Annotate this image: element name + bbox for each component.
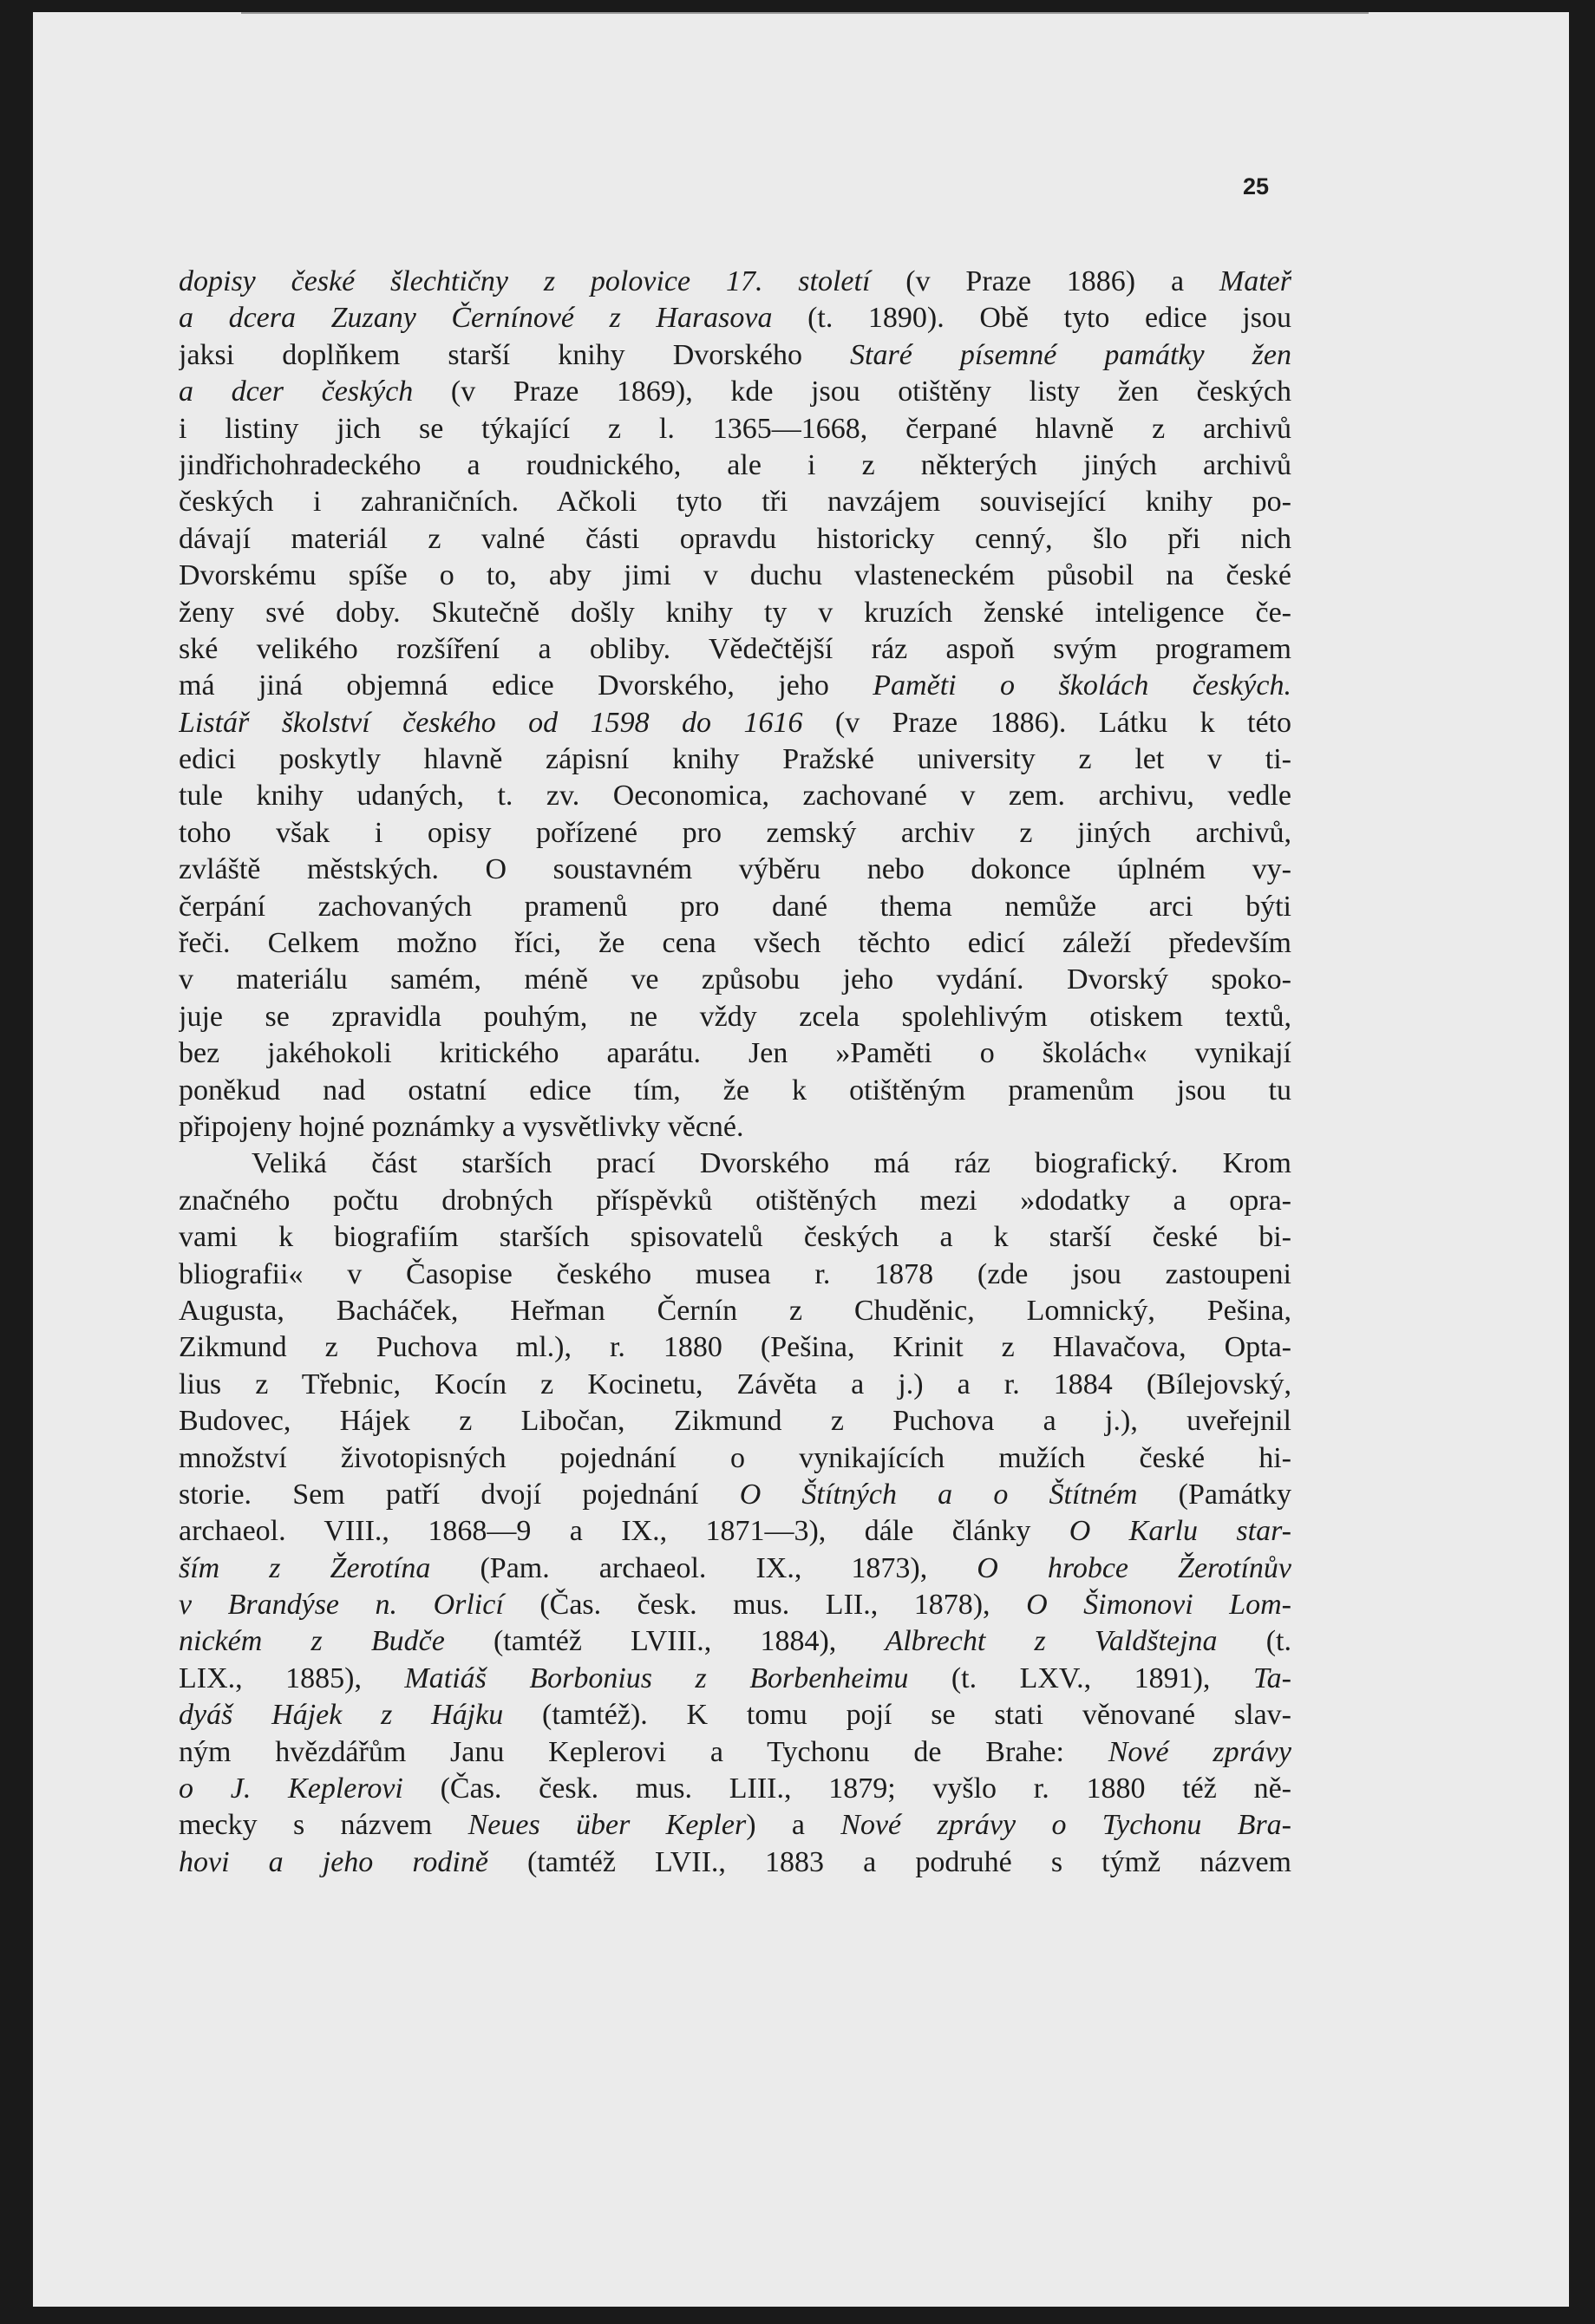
text-segment: mecky s názvem (179, 1809, 468, 1842)
text-line (179, 411, 1291, 447)
text-line (179, 1293, 1291, 1329)
text-segment: zvláště městských. O soustavném výběru nebo dokonce úplném vy- (179, 853, 1291, 886)
text-line (179, 1513, 1291, 1550)
text-segment: (t. 1890). Obě tyto edice jsou (772, 302, 1291, 335)
italic-text: O Karlu star- (1069, 1515, 1291, 1548)
text-line (179, 1109, 1291, 1146)
text-line (179, 521, 1291, 558)
text-line (179, 300, 1291, 336)
text-line (179, 1329, 1291, 1366)
text-line (179, 1146, 1291, 1182)
text-segment: Augusta, Bacháček, Heřman Černín z Chuděnic, Lomnický, Pešina, (179, 1294, 1291, 1327)
italic-text: o J. Keplerovi (179, 1772, 403, 1805)
text-line (179, 1403, 1291, 1439)
text-line (179, 852, 1291, 888)
text-segment: storie. Sem patří dvojí pojednání (179, 1478, 740, 1511)
text-line (179, 1771, 1291, 1807)
text-segment: bliografii« v Časopise českého musea r. 1878 (zde jsou zastoupeni (179, 1257, 1291, 1290)
text-segment: českých i zahraničních. Ačkoli tyto tři navzájem související knihy po- (179, 486, 1291, 519)
text-segment: ské velikého rozšíření a obliby. Vědečtější ráz aspoň svým programem (179, 632, 1291, 665)
text-segment: (v Praze 1869), kde jsou otištěny listy žen českých (413, 375, 1291, 408)
italic-text: dopisy české šlechtičny z polovice 17. století (179, 265, 871, 297)
text-line (179, 1623, 1291, 1660)
text-segment: připojeny hojné poznámky a vysvětlivky věcné. (179, 1110, 744, 1143)
text-line (179, 264, 1291, 300)
text-segment: tule knihy udaných, t. zv. Oeconomica, zachované v zem. archivu, vedle (179, 780, 1291, 813)
text-line (179, 1550, 1291, 1587)
italic-text: Nové zprávy (1108, 1735, 1291, 1768)
top-edge-rule (241, 12, 1369, 14)
italic-text: O Šimonovi Lom- (1026, 1589, 1291, 1622)
italic-text: Paměti o školách českých. (873, 669, 1291, 702)
text-segment: edici poskytly hlavně zápisní knihy Pražské university z let v ti- (179, 743, 1291, 776)
text-line (179, 925, 1291, 962)
text-segment: řeči. Celkem možno říci, že cena všech těchto edicí záleží především (179, 927, 1291, 960)
text-line (179, 1073, 1291, 1109)
italic-text: Ta- (1252, 1661, 1291, 1694)
text-line (179, 1807, 1291, 1844)
italic-text: hovi a jeho rodině (179, 1845, 488, 1878)
text-line (179, 1219, 1291, 1256)
text-segment: ženy své doby. Skutečně došly knihy ty v kruzích ženské inteligence če- (179, 596, 1291, 629)
text-line (179, 1367, 1291, 1403)
text-line (179, 815, 1291, 852)
text-line (179, 1661, 1291, 1697)
text-line (179, 889, 1291, 925)
italic-text: Matiáš Borbonius z Borbenheimu (404, 1661, 909, 1694)
text-line (179, 962, 1291, 998)
italic-text: nickém z Budče (179, 1625, 445, 1658)
text-segment: Budovec, Hájek z Libočan, Zikmund z Puchova a j.), uveřejnil (179, 1405, 1291, 1438)
text-segment: (v Praze 1886) a (870, 265, 1219, 297)
text-line (179, 447, 1291, 484)
text-segment: bez jakéhokoli kritického aparátu. Jen »Paměti o školách« vynikají (179, 1037, 1291, 1070)
text-segment: (Pam. archaeol. IX., 1873), (430, 1551, 977, 1584)
text-segment: juje se zpravidla pouhým, ne vždy zcela spolehlivým otiskem textů, (179, 1000, 1291, 1033)
book-page (33, 12, 1569, 2307)
text-segment: Dvorskému spíše o to, aby jimi v duchu vlasteneckém působil na české (179, 559, 1291, 592)
text-line (179, 631, 1291, 668)
body-text (179, 264, 1291, 1881)
italic-text: Neues über Kepler (467, 1809, 747, 1842)
text-segment: čerpání zachovaných pramenů pro dané thema nemůže arci býti (179, 890, 1291, 923)
italic-text: a dcera Zuzany Černínové z Harasova (179, 302, 773, 335)
text-segment: má jiná objemná edice Dvorského, jeho (179, 669, 873, 702)
text-segment: jaksi doplňkem starší knihy Dvorského (179, 338, 851, 371)
text-line (179, 1440, 1291, 1477)
italic-text: dyáš Hájek z Hájku (179, 1699, 504, 1732)
text-line (179, 1035, 1291, 1072)
text-line (179, 1587, 1291, 1623)
italic-text: O hrobce Žerotínův (977, 1551, 1291, 1584)
text-segment: (Památky (1137, 1478, 1291, 1511)
text-segment: dávají materiál z valné části opravdu historicky cenný, šlo při nich (179, 522, 1291, 555)
italic-text: ším z Žerotína (179, 1551, 431, 1584)
text-line (179, 778, 1291, 814)
text-line (179, 1697, 1291, 1733)
text-line (179, 668, 1291, 704)
text-segment: poněkud nad ostatní edice tím, že k otištěným pramenům jsou tu (179, 1074, 1291, 1107)
text-segment: (tamtéž LVIII., 1884), (444, 1625, 886, 1658)
text-line (179, 337, 1291, 374)
text-segment: LIX., 1885), (179, 1661, 405, 1694)
text-line (179, 1844, 1291, 1881)
text-line (179, 484, 1291, 520)
text-segment: Veliká část starších prací Dvorského má ráz biografický. Krom (252, 1147, 1291, 1180)
italic-text: v Brandýse n. Orlicí (179, 1589, 504, 1622)
text-segment: vami k biografiím starších spisovatelů českých a k starší české bi- (179, 1221, 1291, 1254)
text-segment: i listiny jich se týkající z l. 1365—1668, čerpané hlavně z archivů (179, 412, 1291, 445)
italic-text: Listář školství českého od 1598 do 1616 (179, 706, 803, 739)
text-segment: (Čas. česk. mus. LII., 1878), (503, 1589, 1027, 1622)
text-segment: ným hvězdářům Janu Keplerovi a Tychonu de Brahe: (179, 1735, 1108, 1768)
italic-text: Albrecht z Valdštejna (885, 1625, 1218, 1658)
italic-text: Nové zprávy o Tychonu Bra- (840, 1809, 1291, 1842)
text-line (179, 595, 1291, 631)
text-segment: jindřichohradeckého a roudnického, ale i z některých jiných archivů (179, 448, 1291, 481)
italic-text: Staré písemné památky žen (850, 338, 1291, 371)
text-line (179, 999, 1291, 1035)
text-segment: v materiálu samém, méně ve způsobu jeho vydání. Dvorský spoko- (179, 963, 1291, 996)
text-line (179, 1477, 1291, 1513)
text-segment: množství životopisných pojednání o vynikajících mužích české hi- (179, 1441, 1291, 1474)
text-segment: (tamtéž LVII., 1883 a podruhé s týmž názvem (487, 1845, 1291, 1878)
text-segment: značného počtu drobných příspěvků otištěných mezi »dodatky a opra- (179, 1184, 1291, 1217)
text-segment: (v Praze 1886). Látku k této (802, 706, 1291, 739)
text-line (179, 1183, 1291, 1219)
text-line (179, 741, 1291, 778)
text-segment: Zikmund z Puchova ml.), r. 1880 (Pešina, Krinit z Hlavačova, Opta- (179, 1331, 1291, 1364)
text-segment: ) a (746, 1809, 841, 1842)
text-segment: (tamtéž). K tomu pojí se stati věnované slav- (503, 1699, 1291, 1732)
text-line (179, 374, 1291, 410)
text-line (179, 558, 1291, 594)
text-segment: lius z Třebnic, Kocín z Kocinetu, Závěta a j.) a r. 1884 (Bílejovský, (179, 1368, 1291, 1400)
italic-text: a dcer českých (179, 375, 414, 408)
text-line (179, 1734, 1291, 1771)
text-segment: (t. LXV., 1891), (908, 1661, 1253, 1694)
text-line (179, 705, 1291, 741)
italic-text: Mateř (1219, 265, 1291, 297)
text-segment: toho však i opisy pořízené pro zemský archiv z jiných archivů, (179, 816, 1291, 849)
text-segment: (Čas. česk. mus. LIII., 1879; vyšlo r. 1880 též ně- (402, 1772, 1291, 1805)
page-number: 25 (1243, 173, 1270, 199)
text-line (179, 1257, 1291, 1293)
text-segment: archaeol. VIII., 1868—9 a IX., 1871—3), dále články (179, 1515, 1069, 1548)
text-segment: (t. (1217, 1625, 1291, 1658)
italic-text: O Štítných a o Štítném (739, 1478, 1138, 1511)
